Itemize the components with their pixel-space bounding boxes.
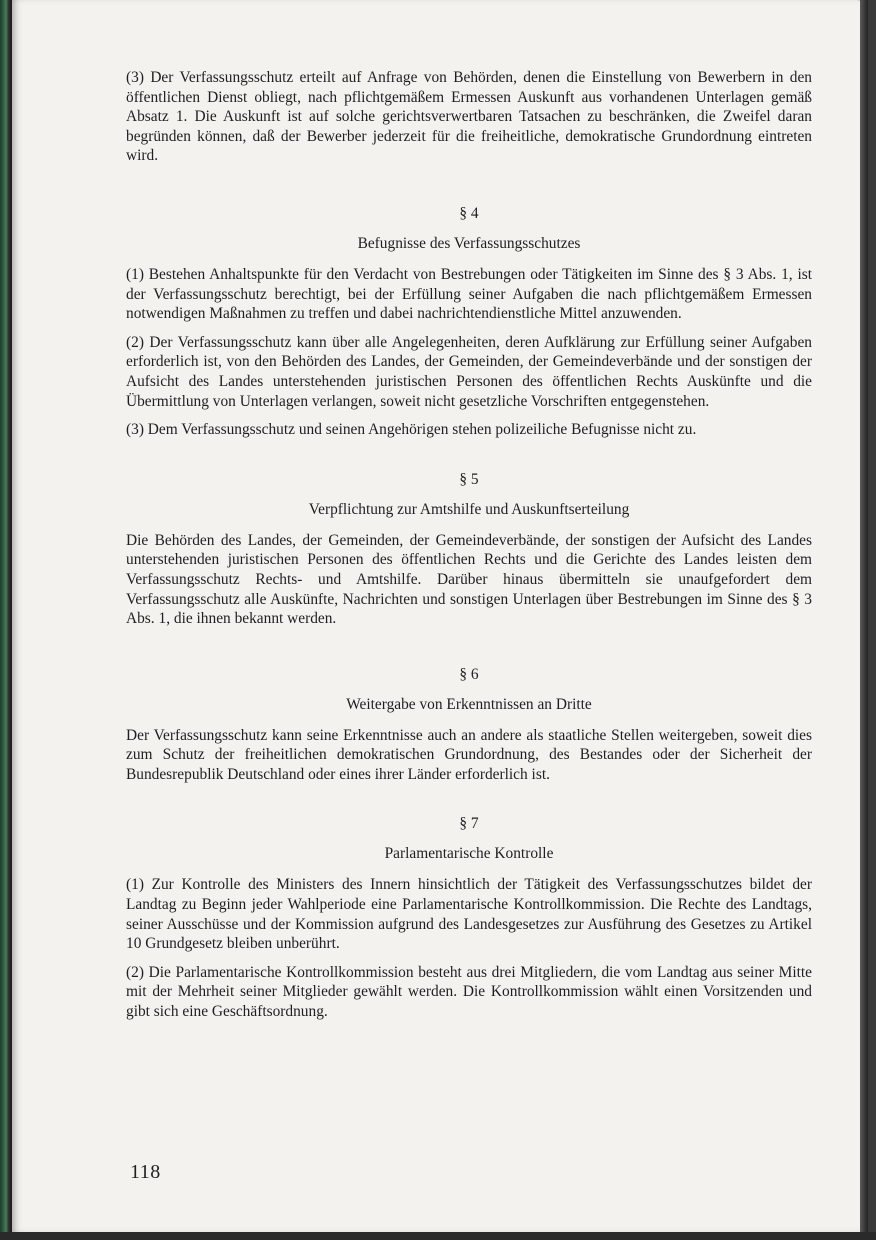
paragraph-3-3: (3) Der Verfassungsschutz erteilt auf Anfrage von Behörden, denen die Einstellung von Bewerbern in den öffentlichen Dienst obliegt, nach pflichtgemäßem Ermessen Auskunft aus vorhandenen Unterlagen gemäß Absatz 1. Die Auskunft ist auf solche gerichtsverwertbaren Tatsachen zu beschränken, die Zweifel daran begründen können, daß der Bewerber jederzeit für die freiheitliche, demokratische Grundordnung eintreten wird. [126, 69, 812, 165]
section-7-number: § 7 [459, 815, 479, 833]
bottom-edge [0, 1232, 876, 1240]
section-5-paragraph-1: Die Behörden des Landes, der Gemeinden, der Gemeindeverbände, der sonstigen der Aufsicht des Landes unterstehenden juristischen Personen des öffentlichen Rechts und die Gerichte des Landes leisten dem Verfassungsschutz Rechts- und Amtshilfe. Darüber hinaus übermitteln sie unaufgefordert dem Verfassungsschutz alle Auskünfte, Nachrichten und sonstigen Unterlagen über Bestrebungen im Sinne des § 3 Abs. 1, die ihnen bekannt werden. [126, 531, 812, 628]
section-7-paragraph-2: (2) Die Parlamentarische Kontrollkommission besteht aus drei Mitgliedern, die vom Landtag aus seiner Mitte mit der Mehrheit seiner Mitglieder gewählt werden. Die Kontrollkommission wählt einen Vorsitzenden und gibt sich eine Geschäftsordnung. [126, 963, 812, 1021]
page-edge [860, 0, 868, 1240]
book-binding [0, 0, 12, 1240]
section-5-title: Verpflichtung zur Amtshilfe und Auskunftserteilung [308, 500, 630, 518]
section-6-number: § 6 [459, 665, 479, 683]
section-6-title: Weitergabe von Erkenntnissen an Dritte [346, 695, 592, 713]
page-number: 118 [130, 1161, 161, 1183]
section-4-paragraph-2: (2) Der Verfassungsschutz kann über alle Angelegenheiten, deren Aufklärung zur Erfüllung seiner Aufgaben erforderlich ist, von den Behörden des Landes, der Gemeinden, der Gemeindeverbände und der sonstigen der Aufsicht des Landes unterstehenden juristischen Personen des öffentlichen Rechts Auskünfte und die Übermittlung von Unterlagen verlangen, soweit nicht gesetzliche Vorschriften entgegenstehen. [126, 333, 812, 410]
section-5-number: § 5 [459, 470, 479, 488]
section-4-paragraph-1: (1) Bestehen Anhaltspunkte für den Verdacht von Bestrebungen oder Tätigkeiten im Sinne des § 3 Abs. 1, ist der Verfassungsschutz berechtigt, bei der Erfüllung seiner Aufgaben die nach pflichtgemäßem Ermessen notwendigen Maßnahmen zu treffen und dabei nachrichtendienstliche Mittel anzuwenden. [126, 265, 812, 323]
section-6-paragraph-1: Der Verfassungsschutz kann seine Erkenntnisse auch an andere als staatliche Stellen weitergeben, soweit dies zum Schutz der freiheitlichen demokratischen Grundordnung, des Bestandes oder der Sicherheit der Bundesrepublik Deutschland oder eines ihrer Länder erforderlich ist. [126, 726, 812, 783]
section-4-number: § 4 [459, 204, 479, 222]
section-7-title: Parlamentarische Kontrolle [384, 845, 554, 863]
section-4-paragraph-3: (3) Dem Verfassungsschutz und seinen Angehörigen stehen polizeiliche Befugnisse nicht zu. [126, 421, 697, 439]
section-7-paragraph-1: (1) Zur Kontrolle des Ministers des Innern hinsichtlich der Tätigkeit des Verfassungsschutzes bildet der Landtag zu Beginn jeder Wahlperiode eine Parlamentarische Kontrollkommission. Die Rechte des Landtags, seiner Ausschüsse und der Kommission aufgrund des Landesgesetzes zur Ausführung des Gesetzes zu Artikel 10 Grundgesetz bleiben unberührt. [126, 876, 812, 953]
page-content [126, 68, 812, 1022]
section-4-title: Befugnisse des Verfassungsschutzes [357, 234, 581, 252]
